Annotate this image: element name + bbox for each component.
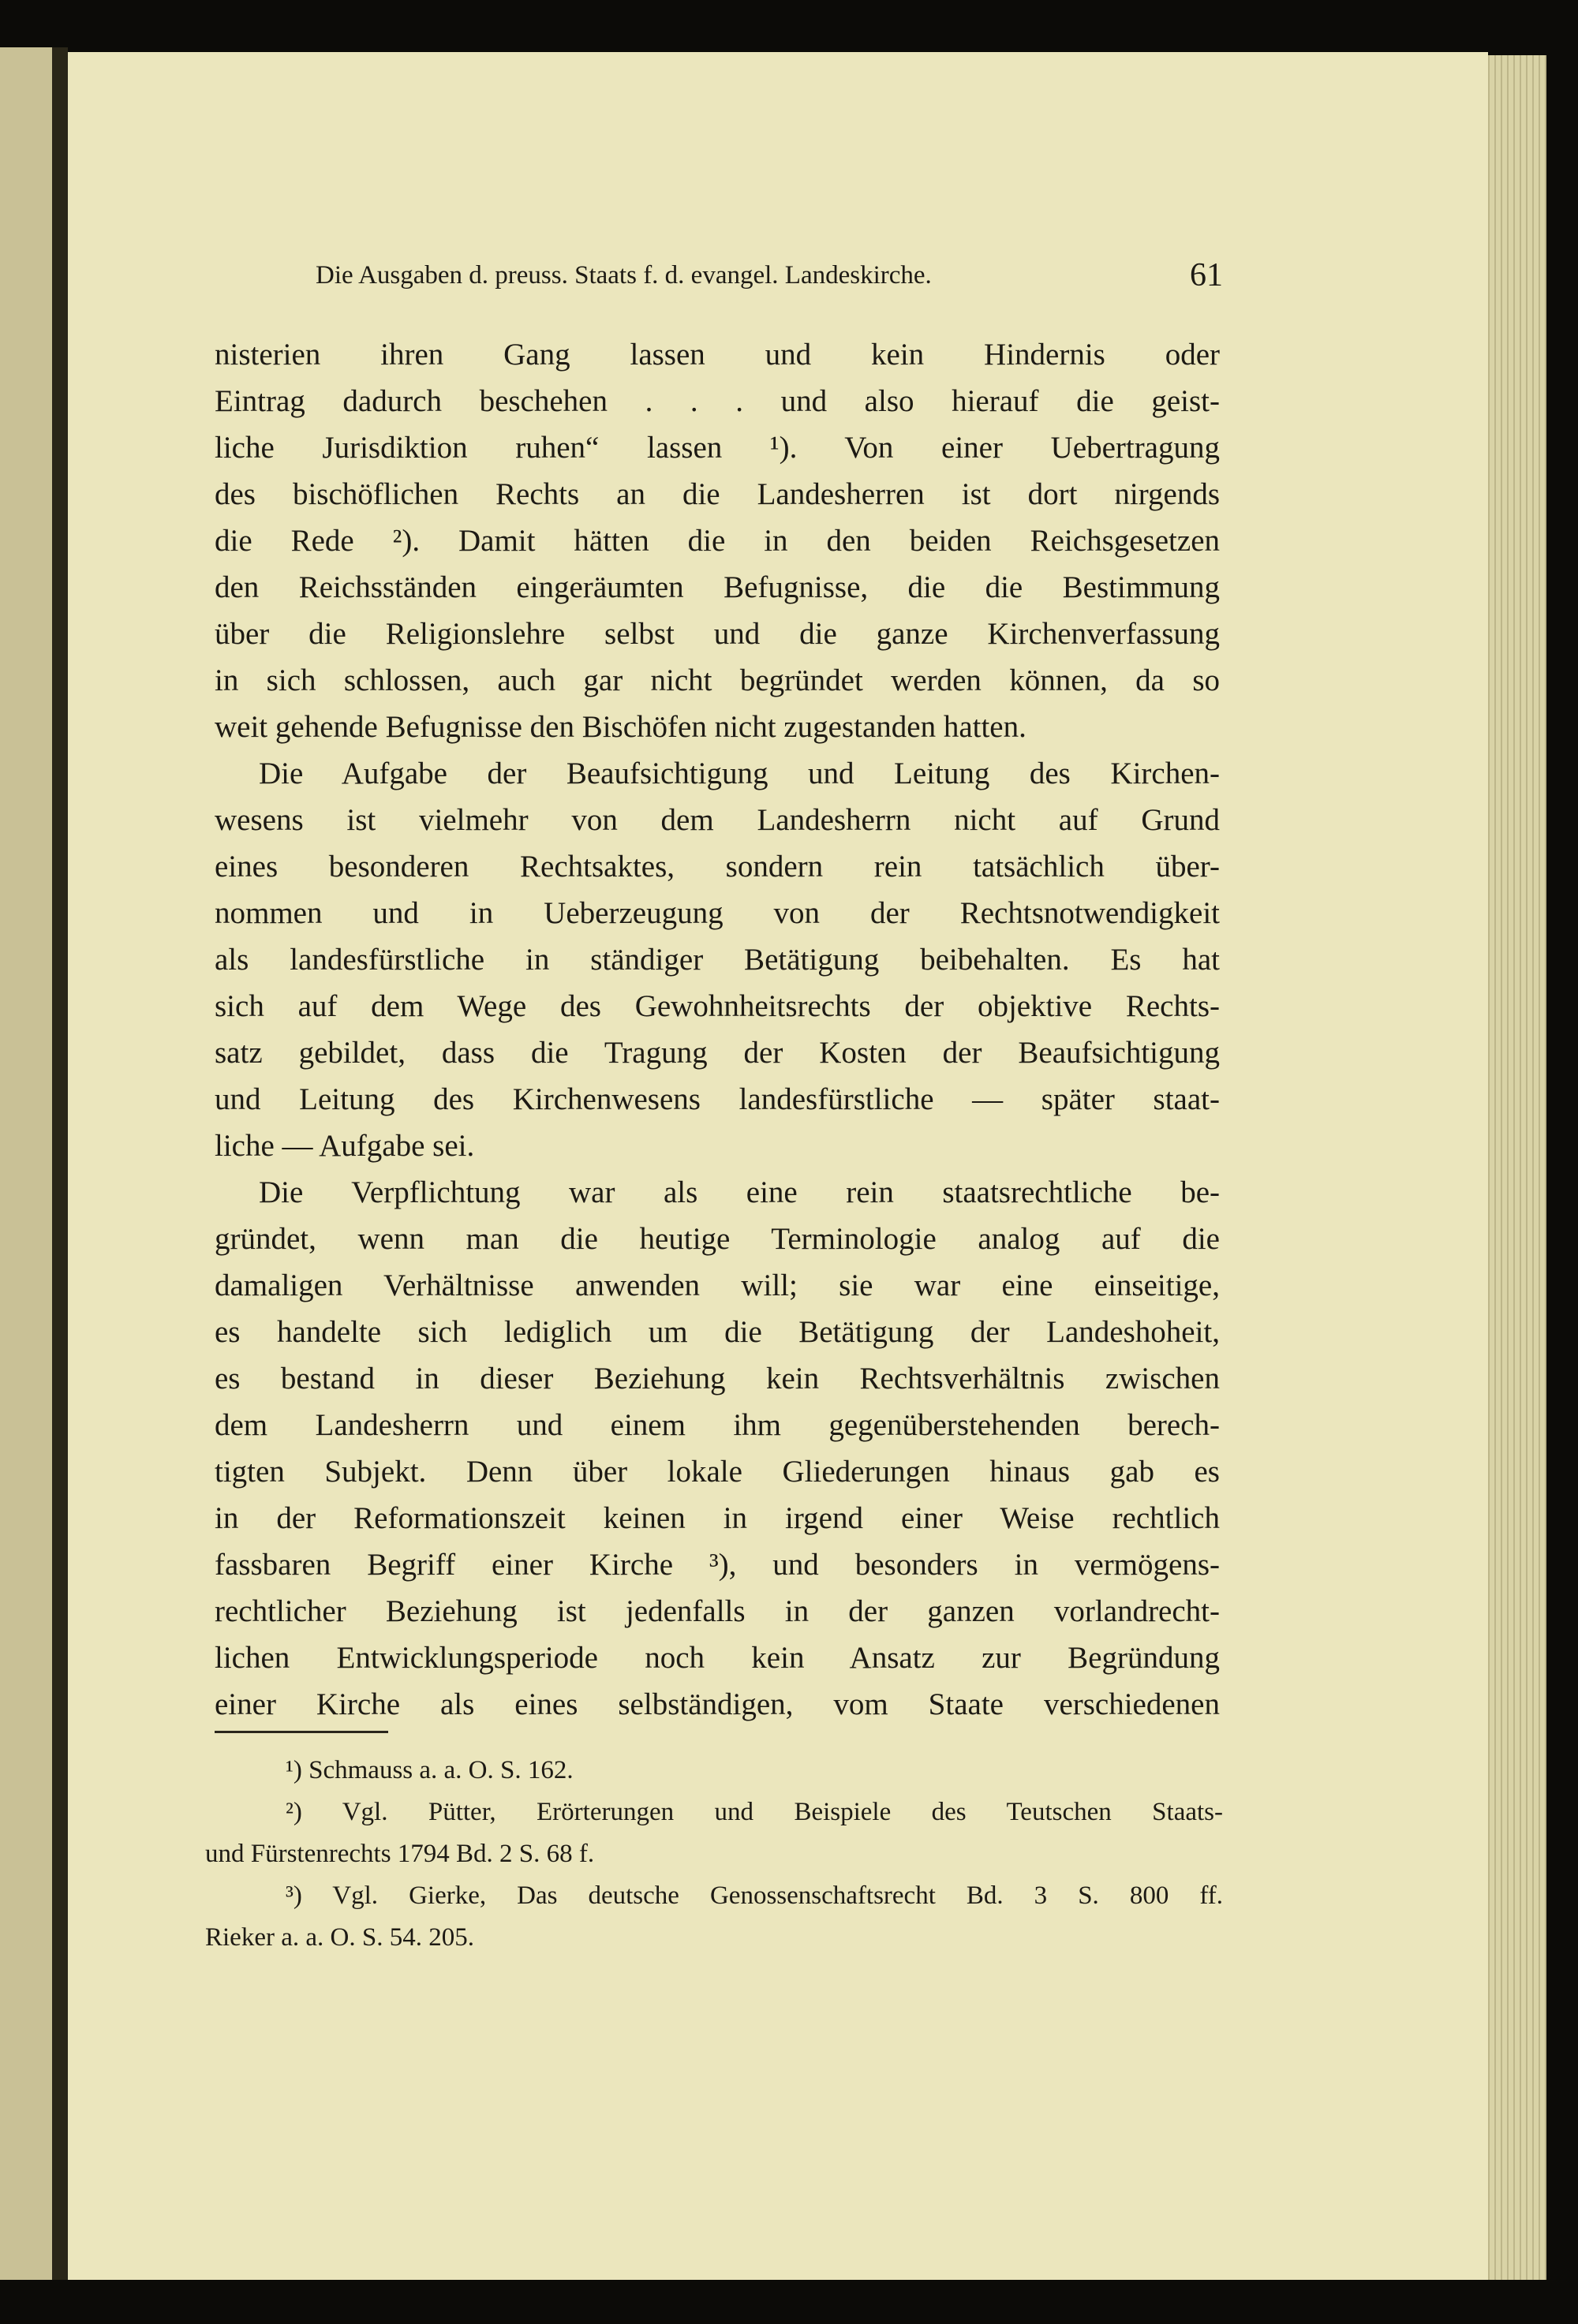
text-line: Eintrag dadurch beschehen . . . und also hierauf die geist- [215,384,1220,418]
header-title: Die Ausgaben d. preuss. Staats f. d. evangel. Landeskirche. [316,261,932,290]
footnote-line: und Fürstenrechts 1794 Bd. 2 S. 68 f. [205,1840,595,1868]
text-line: eines besonderen Rechtsaktes, sondern rein tatsächlich über- [215,850,1220,884]
text-line: weit gehende Befugnisse den Bischöfen nicht zugestanden hatten. [215,710,1026,744]
text-line: lichen Entwicklungsperiode noch kein Ansatz zur Begründung [215,1641,1220,1675]
text-line: einer Kirche als eines selbständigen, vom Staate verschiedenen [215,1687,1220,1721]
body-text [215,331,1220,1728]
text-line: satz gebildet, dass die Tragung der Kosten der Beaufsichtigung [215,1036,1220,1070]
text-line: Die Verpflichtung war als eine rein staatsrechtliche be- [259,1175,1220,1209]
text-line: liche — Aufgabe sei. [215,1129,475,1163]
footnote-line: Rieker a. a. O. S. 54. 205. [205,1923,474,1952]
text-line: rechtlicher Beziehung ist jedenfalls in der ganzen vorlandrecht- [215,1594,1220,1628]
text-line: nommen und in Ueberzeugung von der Rechtsnotwendigkeit [215,896,1220,930]
footnote-line: ¹) Schmauss a. a. O. S. 162. [286,1756,574,1784]
text-line: in der Reformationszeit keinen in irgend einer Weise rechtlich [215,1501,1220,1535]
text-line: sich auf dem Wege des Gewohnheitsrechts der objektive Rechts- [215,989,1220,1023]
text-line: gründet, wenn man die heutige Terminologie analog auf die [215,1222,1220,1256]
text-line: über die Religionslehre selbst und die ganze Kirchenverfassung [215,617,1220,651]
page-number: 61 [1190,257,1223,293]
text-line: die Rede ²). Damit hätten die in den beiden Reichsgesetzen [215,524,1220,558]
book-gutter [52,47,68,2280]
text-line: des bischöflichen Rechts an die Landesherren ist dort nirgends [215,477,1220,511]
text-line: fassbaren Begriff einer Kirche ³), und besonders in vermögens- [215,1548,1220,1582]
text-line: nisterien ihren Gang lassen und kein Hindernis oder [215,338,1220,372]
text-line: als landesfürstliche in ständiger Betätigung beibehalten. Es hat [215,943,1220,977]
text-line: liche Jurisdiktion ruhen“ lassen ¹). Von einer Uebertragung [215,431,1220,465]
text-line: wesens ist vielmehr von dem Landesherrn nicht auf Grund [215,803,1220,837]
footnote-line: ²) Vgl. Pütter, Erörterungen und Beispiele des Teutschen Staats- [286,1798,1223,1826]
footnote-line: ³) Vgl. Gierke, Das deutsche Genossenschaftsrecht Bd. 3 S. 800 ff. [286,1881,1223,1910]
footnote-rule [215,1731,388,1733]
page-edges [1483,55,1546,2280]
text-line: in sich schlossen, auch gar nicht begründet werden können, da so [215,663,1220,697]
footnotes [205,1750,1223,1959]
text-line: Die Aufgabe der Beaufsichtigung und Leitung des Kirchen- [259,757,1220,790]
text-line: und Leitung des Kirchenwesens landesfürstliche — später staat- [215,1082,1220,1116]
text-line: damaligen Verhältnisse anwenden will; sie war eine einseitige, [215,1268,1220,1302]
text-line: es bestand in dieser Beziehung kein Rechtsverhältnis zwischen [215,1362,1220,1396]
running-header [316,256,1223,296]
facing-page-edge [0,47,55,2280]
text-line: dem Landesherrn und einem ihm gegenüberstehenden berech- [215,1408,1220,1442]
text-line: es handelte sich lediglich um die Betätigung der Landeshoheit, [215,1315,1220,1349]
text-line: tigten Subjekt. Denn über lokale Gliederungen hinaus gab es [215,1455,1220,1489]
text-line: den Reichsständen eingeräumten Befugnisse, die die Bestimmung [215,570,1220,604]
